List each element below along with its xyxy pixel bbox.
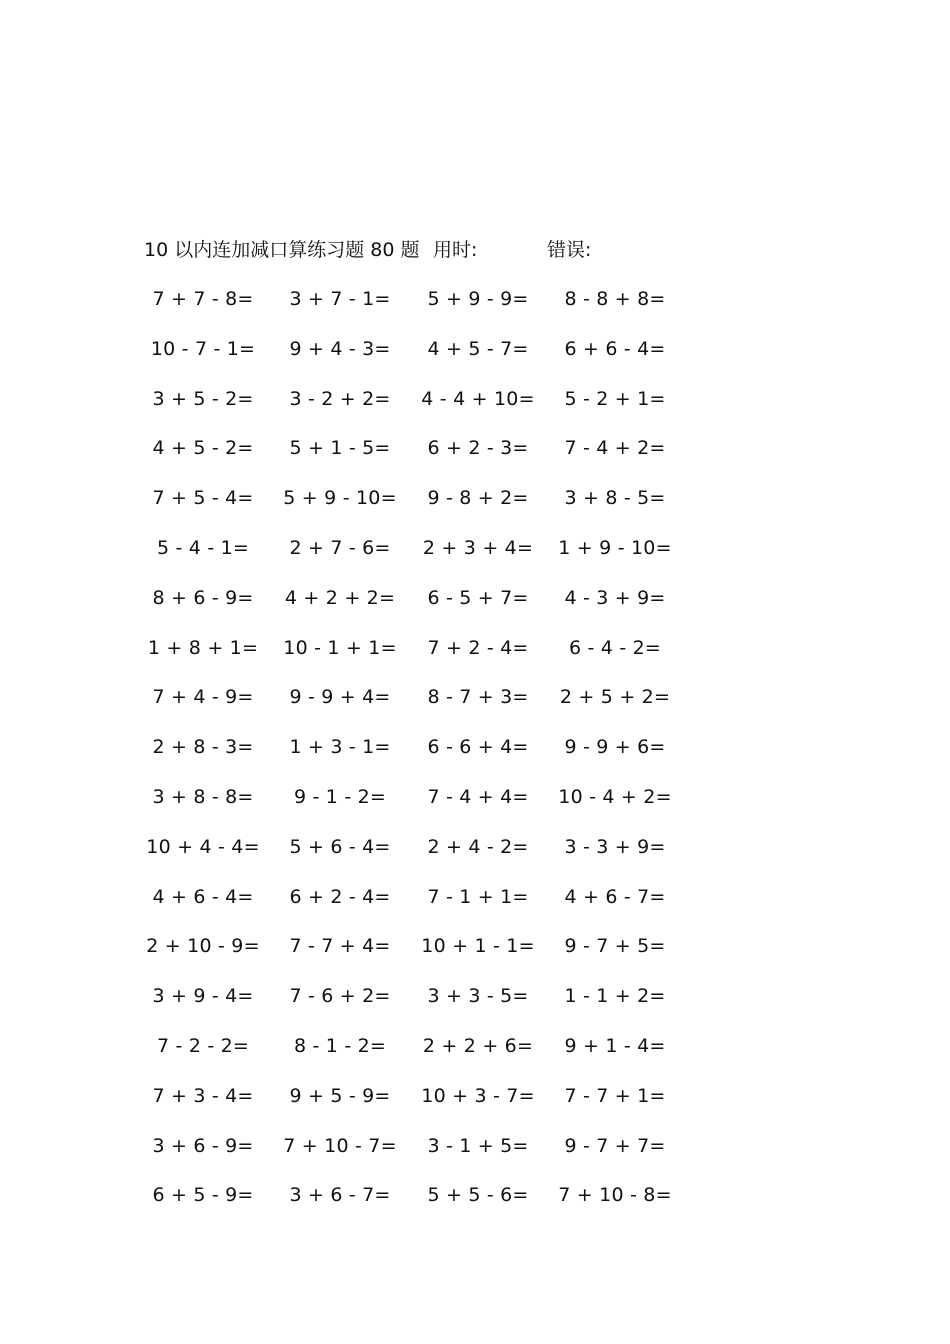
arithmetic-problem: 4 + 5 - 2= — [152, 437, 254, 460]
arithmetic-problem: 3 + 8 - 5= — [564, 487, 666, 510]
arithmetic-problem: 2 + 4 - 2= — [427, 835, 529, 858]
arithmetic-problem: 9 - 1 - 2= — [293, 785, 387, 808]
arithmetic-problem: 9 + 5 - 9= — [289, 1084, 391, 1107]
arithmetic-problem: 3 + 8 - 8= — [152, 785, 254, 808]
problem-row — [0, 384, 950, 434]
arithmetic-problem: 8 + 6 - 9= — [152, 586, 254, 609]
problem-row — [0, 832, 950, 882]
arithmetic-problem: 9 - 7 + 7= — [564, 1134, 666, 1157]
arithmetic-problem: 2 + 7 - 6= — [289, 536, 391, 559]
arithmetic-problem: 3 + 9 - 4= — [152, 985, 254, 1008]
arithmetic-problem: 4 - 4 + 10= — [421, 387, 535, 410]
arithmetic-problem: 1 + 3 - 1= — [289, 736, 391, 759]
arithmetic-problem: 3 - 2 + 2= — [289, 387, 391, 410]
arithmetic-problem: 5 - 4 - 1= — [156, 536, 250, 559]
arithmetic-problem: 1 + 9 - 10= — [558, 536, 672, 559]
arithmetic-problem: 9 - 9 + 6= — [564, 736, 666, 759]
arithmetic-problem: 6 + 2 - 3= — [427, 437, 529, 460]
problem-row — [0, 284, 950, 334]
arithmetic-problem: 2 + 2 + 6= — [422, 1034, 534, 1057]
arithmetic-problem: 9 + 1 - 4= — [564, 1034, 666, 1057]
arithmetic-problem: 7 - 7 + 1= — [564, 1084, 666, 1107]
problem-row — [0, 732, 950, 782]
arithmetic-problem: 7 + 4 - 9= — [152, 686, 254, 709]
arithmetic-problem: 2 + 10 - 9= — [146, 935, 260, 958]
arithmetic-problem: 6 + 5 - 9= — [152, 1184, 254, 1207]
problem-row — [0, 1081, 950, 1131]
problem-row — [0, 583, 950, 633]
arithmetic-problem: 7 + 10 - 8= — [558, 1184, 672, 1207]
arithmetic-problem: 9 + 4 - 3= — [289, 337, 391, 360]
problem-row — [0, 981, 950, 1031]
arithmetic-problem: 10 + 3 - 7= — [421, 1084, 535, 1107]
arithmetic-problem: 5 + 5 - 6= — [427, 1184, 529, 1207]
arithmetic-problem: 7 - 4 + 2= — [564, 437, 666, 460]
arithmetic-problem: 5 + 1 - 5= — [289, 437, 391, 460]
arithmetic-problem: 5 + 9 - 10= — [283, 487, 397, 510]
arithmetic-problem: 6 + 6 - 4= — [564, 337, 666, 360]
arithmetic-problem: 7 - 1 + 1= — [427, 885, 529, 908]
arithmetic-problem: 3 + 7 - 1= — [289, 288, 391, 310]
arithmetic-problem: 2 + 5 + 2= — [559, 686, 671, 709]
arithmetic-problem: 4 - 3 + 9= — [564, 586, 666, 609]
arithmetic-problem: 10 + 4 - 4= — [146, 835, 260, 858]
arithmetic-problem: 2 + 3 + 4= — [422, 536, 534, 559]
arithmetic-problem: 3 + 3 - 5= — [427, 985, 529, 1008]
arithmetic-problem: 1 + 8 + 1= — [147, 636, 259, 659]
arithmetic-problem: 7 + 3 - 4= — [152, 1084, 254, 1107]
errors-label: 错误: — [547, 239, 592, 261]
arithmetic-problem: 4 + 6 - 4= — [152, 885, 254, 908]
arithmetic-problem: 3 + 6 - 9= — [152, 1134, 254, 1157]
problem-row — [0, 1031, 950, 1081]
problem-row — [0, 1131, 950, 1181]
problem-row — [0, 931, 950, 981]
problem-row — [0, 633, 950, 683]
arithmetic-problem: 6 - 4 - 2= — [568, 636, 662, 659]
arithmetic-problem: 8 - 8 + 8= — [564, 288, 666, 310]
problem-row — [0, 433, 950, 483]
arithmetic-problem: 2 + 8 - 3= — [152, 736, 254, 759]
problem-row — [0, 334, 950, 384]
arithmetic-problem: 10 - 7 - 1= — [150, 337, 256, 360]
problem-row — [0, 483, 950, 533]
arithmetic-problem: 8 - 7 + 3= — [427, 686, 529, 709]
arithmetic-problem: 6 - 6 + 4= — [427, 736, 529, 759]
arithmetic-problem: 7 - 7 + 4= — [289, 935, 391, 958]
arithmetic-problem: 5 - 2 + 1= — [564, 387, 666, 410]
arithmetic-problem: 9 - 9 + 4= — [289, 686, 391, 709]
arithmetic-problem: 4 + 2 + 2= — [284, 586, 396, 609]
arithmetic-problem: 7 + 7 - 8= — [152, 288, 254, 310]
problem-row — [0, 782, 950, 832]
arithmetic-problem: 3 - 3 + 9= — [564, 835, 666, 858]
arithmetic-problem: 6 + 2 - 4= — [289, 885, 391, 908]
arithmetic-problem: 3 + 5 - 2= — [152, 387, 254, 410]
arithmetic-problem: 5 + 6 - 4= — [289, 835, 391, 858]
arithmetic-problem: 3 - 1 + 5= — [427, 1134, 529, 1157]
arithmetic-problem: 8 - 1 - 2= — [293, 1034, 387, 1057]
arithmetic-problem: 9 - 8 + 2= — [427, 487, 529, 510]
arithmetic-problem: 7 + 2 - 4= — [427, 636, 529, 659]
arithmetic-problem: 4 + 5 - 7= — [427, 337, 529, 360]
arithmetic-problem: 5 + 9 - 9= — [427, 288, 529, 310]
arithmetic-problem: 7 + 5 - 4= — [152, 487, 254, 510]
arithmetic-problem: 9 - 7 + 5= — [564, 935, 666, 958]
arithmetic-problem: 3 + 6 - 7= — [289, 1184, 391, 1207]
arithmetic-problem: 7 - 4 + 4= — [427, 785, 529, 808]
arithmetic-problem: 6 - 5 + 7= — [427, 586, 529, 609]
problem-grid — [0, 284, 950, 1230]
problem-row — [0, 533, 950, 583]
time-used-label: 用时: — [433, 239, 478, 261]
arithmetic-problem: 7 + 10 - 7= — [283, 1134, 397, 1157]
arithmetic-problem: 1 - 1 + 2= — [564, 985, 666, 1008]
problem-row — [0, 682, 950, 732]
problem-row — [0, 882, 950, 932]
arithmetic-problem: 4 + 6 - 7= — [564, 885, 666, 908]
arithmetic-problem: 7 - 6 + 2= — [289, 985, 391, 1008]
worksheet-title: 10 以内连加减口算练习题 80 题 — [144, 239, 420, 261]
problem-row — [0, 1180, 950, 1230]
arithmetic-problem: 10 + 1 - 1= — [421, 935, 535, 958]
arithmetic-problem: 10 - 1 + 1= — [283, 636, 397, 659]
arithmetic-problem: 7 - 2 - 2= — [156, 1034, 250, 1057]
arithmetic-problem: 10 - 4 + 2= — [558, 785, 672, 808]
worksheet-header — [0, 236, 950, 264]
